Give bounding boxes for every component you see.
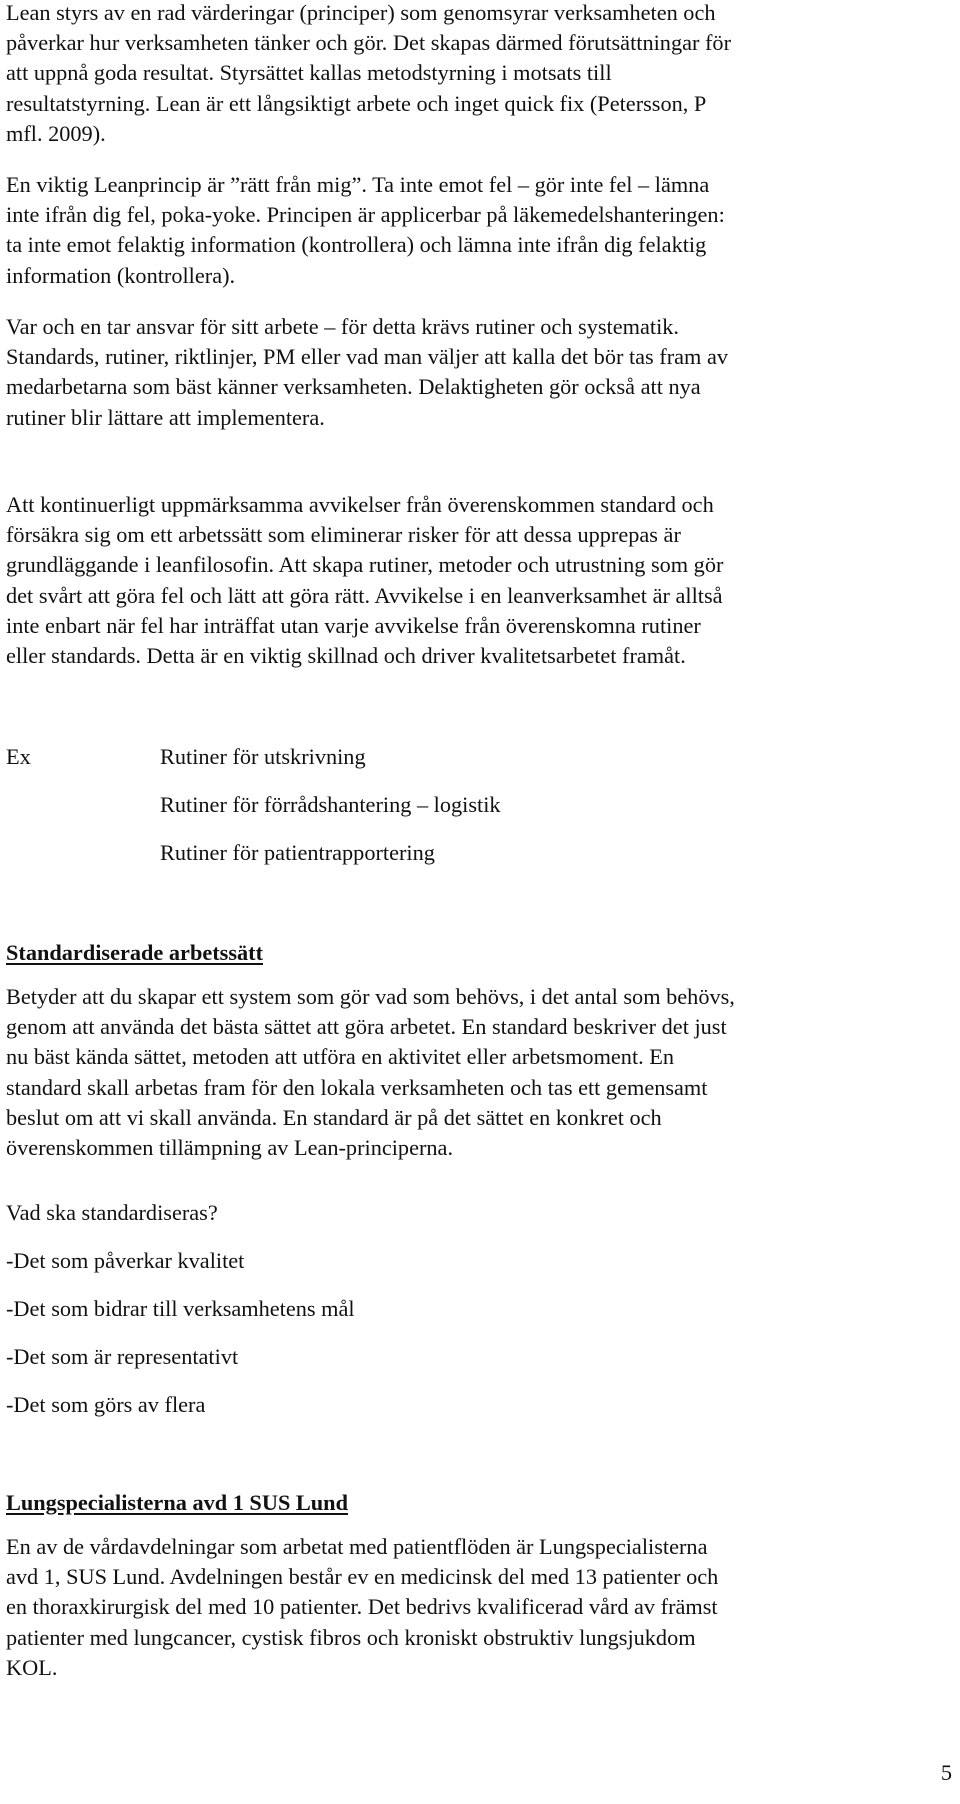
list-item: -Det som bidrar till verksamhetens mål [6,1296,355,1321]
section-heading-standard: Standardiserade arbetssätt [6,940,264,965]
paragraph-lean-values: Lean styrs av en rad värderingar (principer) som genomsyrar verksamheten och påverkar hur verksamheten tänker och gör. Det skapas därmed förutsättningar för att uppnå goda resultat. Styrsättet kallas metodstyrning i motsats till resultatstyrning. Lean är ett långsiktigt arbete och inget quick fix (Petersson, P mfl. 2009). [6,0,731,146]
example-item: Rutiner för förrådshantering – logistik [160,792,501,817]
paragraph-responsibility: Var och en tar ansvar för sitt arbete – för detta krävs rutiner och systematik. Standards, rutiner, riktlinjer, PM eller vad man väljer att kalla det bör tas fram av medarbetarna som bäst känner verksamheten. Delaktigheten gör också att nya rutiner blir lättare att implementera. [6,314,729,430]
list-item: -Det som påverkar kvalitet [6,1248,245,1273]
paragraph-lung-body: En av de vårdavdelningar som arbetat med patientflöden är Lungspecialisterna avd 1, SUS Lund. Avdelningen består ev en medicinsk del med 13 patienter och en thoraxkirurgisk del med 10 patienter. Det bedrivs kvalificerad vård av främst patienter med lungcancer, cystisk fibros och kroniskt obstruktiv lungsjukdom KOL. [6,1534,719,1680]
example-item: Rutiner för utskrivning [160,744,366,769]
paragraph-right-from-me: En viktig Leanprincip är ”rätt från mig”. Ta inte emot fel – gör inte fel – lämna inte ifrån dig fel, poka-yoke. Principen är applicerbar på läkemedelshanteringen: ta inte emot felaktig information (kontrollera) och lämna inte ifrån dig felaktig information (kontrollera). [6,172,725,288]
example-item: Rutiner för patientrapportering [160,840,435,865]
list-item: -Det som görs av flera [6,1392,206,1417]
page-number: 5 [940,1760,952,1785]
paragraph-standard-body: Betyder att du skapar ett system som gör vad som behövs, i det antal som behövs, genom att använda det bästa sättet att göra arbetet. En standard beskriver det just nu bäst kända sättet, metoden att utföra en aktivitet eller arbetsmoment. En standard skall arbetas fram för den lokala verksamheten och tas ett gemensamt beslut om att vi skall använda. En standard är på det sättet en konkret och överenskommen tillämpning av Lean-principerna. [6,984,735,1161]
list-item: -Det som är representativt [6,1344,239,1369]
paragraph-deviations: Att kontinuerligt uppmärksamma avvikelser från överenskommen standard och försäkra sig om ett arbetssätt som eliminerar risker för att dessa upprepas är grundläggande i leanfilosofin. Att skapa rutiner, metoder och utrustning som gör det svårt att göra fel och lätt att göra rätt. Avvikelse i en leanverksamhet är alltså inte enbart när fel har inträffat utan varje avvikelse från överenskomna rutiner eller standards. Detta är en viktig skillnad och driver kvalitetsarbetet framåt. [6,492,724,669]
example-label: Ex [6,744,31,769]
standard-question: Vad ska standardiseras? [6,1200,218,1225]
section-heading-lung: Lungspecialisterna avd 1 SUS Lund [6,1490,348,1515]
